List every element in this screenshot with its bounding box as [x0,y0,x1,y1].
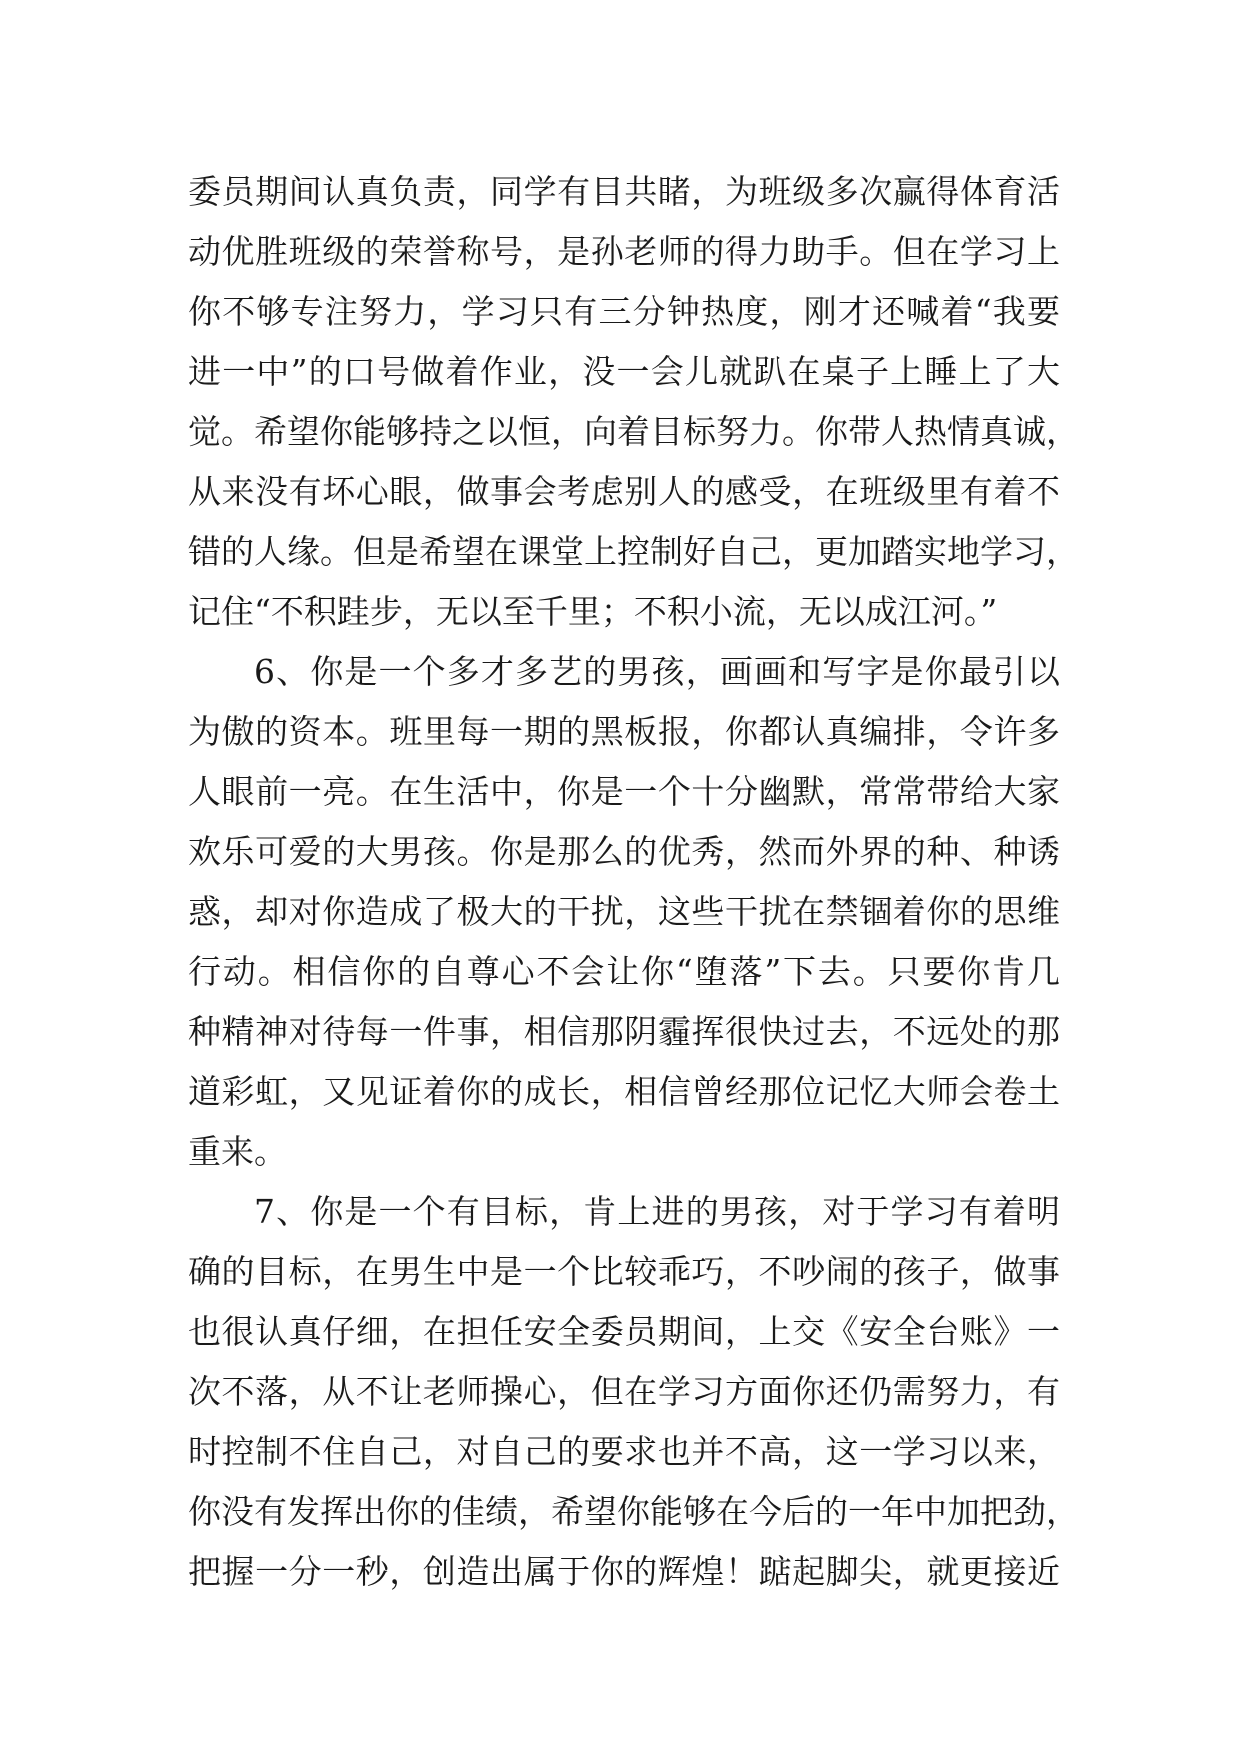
text-line: 进一中”的口号做着作业，没一会儿就趴在桌子上睡上了大 [188,352,1060,391]
text-line: 重来。 [188,1132,287,1171]
text-line: 次不落，从不让老师操心，但在学习方面你还仍需努力，有 [188,1372,1060,1411]
text-line: 错的人缘。但是希望在课堂上控制好自己，更加踏实地学习， [188,532,1079,571]
text-line: 确的目标，在男生中是一个比较乖巧，不吵闹的孩子，做事 [188,1252,1060,1291]
text-line: 欢乐可爱的大男孩。你是那么的优秀，然而外界的种、种诱 [188,832,1060,871]
text-line: 也很认真仔细，在担任安全委员期间，上交《安全台账》一 [188,1312,1060,1351]
text-line: 为傲的资本。班里每一期的黑板报，你都认真编排，令许多 [188,712,1060,751]
document-body [188,162,1079,1602]
text-line: 行动。相信你的自尊心不会让你“堕落”下去。只要你肯几 [188,952,1060,991]
text-line: 动优胜班级的荣誉称号，是孙老师的得力助手。但在学习上 [188,232,1060,271]
text-line: 你没有发挥出你的佳绩，希望你能够在今后的一年中加把劲， [188,1492,1079,1531]
text-line: 惑，却对你造成了极大的干扰，这些干扰在禁锢着你的思维 [188,892,1060,931]
text-line: 记住“不积跬步，无以至千里；不积小流，无以成江河。” [188,592,998,631]
text-line: 道彩虹，又见证着你的成长，相信曾经那位记忆大师会卷土 [188,1072,1060,1111]
paragraph-start-line: 6、你是一个多才多艺的男孩，画画和写字是你最引以 [254,652,1060,691]
text-line: 你不够专注努力，学习只有三分钟热度，刚才还喊着“我要 [188,292,1060,331]
text-line: 从来没有坏心眼，做事会考虑别人的感受，在班级里有着不 [188,472,1060,511]
text-line: 委员期间认真负责，同学有目共睹，为班级多次赢得体育活 [188,172,1060,211]
paragraph-start-line: 7、你是一个有目标，肯上进的男孩，对于学习有着明 [254,1192,1060,1231]
text-line: 时控制不住自己，对自己的要求也并不高，这一学习以来， [188,1432,1060,1471]
text-line: 种精神对待每一件事，相信那阴霾挥很快过去，不远处的那 [188,1012,1060,1051]
text-line: 人眼前一亮。在生活中，你是一个十分幽默，常常带给大家 [188,772,1060,811]
text-line: 觉。希望你能够持之以恒，向着目标努力。你带人热情真诚， [188,412,1079,451]
text-line: 把握一分一秒，创造出属于你的辉煌！踮起脚尖，就更接近 [188,1552,1060,1591]
